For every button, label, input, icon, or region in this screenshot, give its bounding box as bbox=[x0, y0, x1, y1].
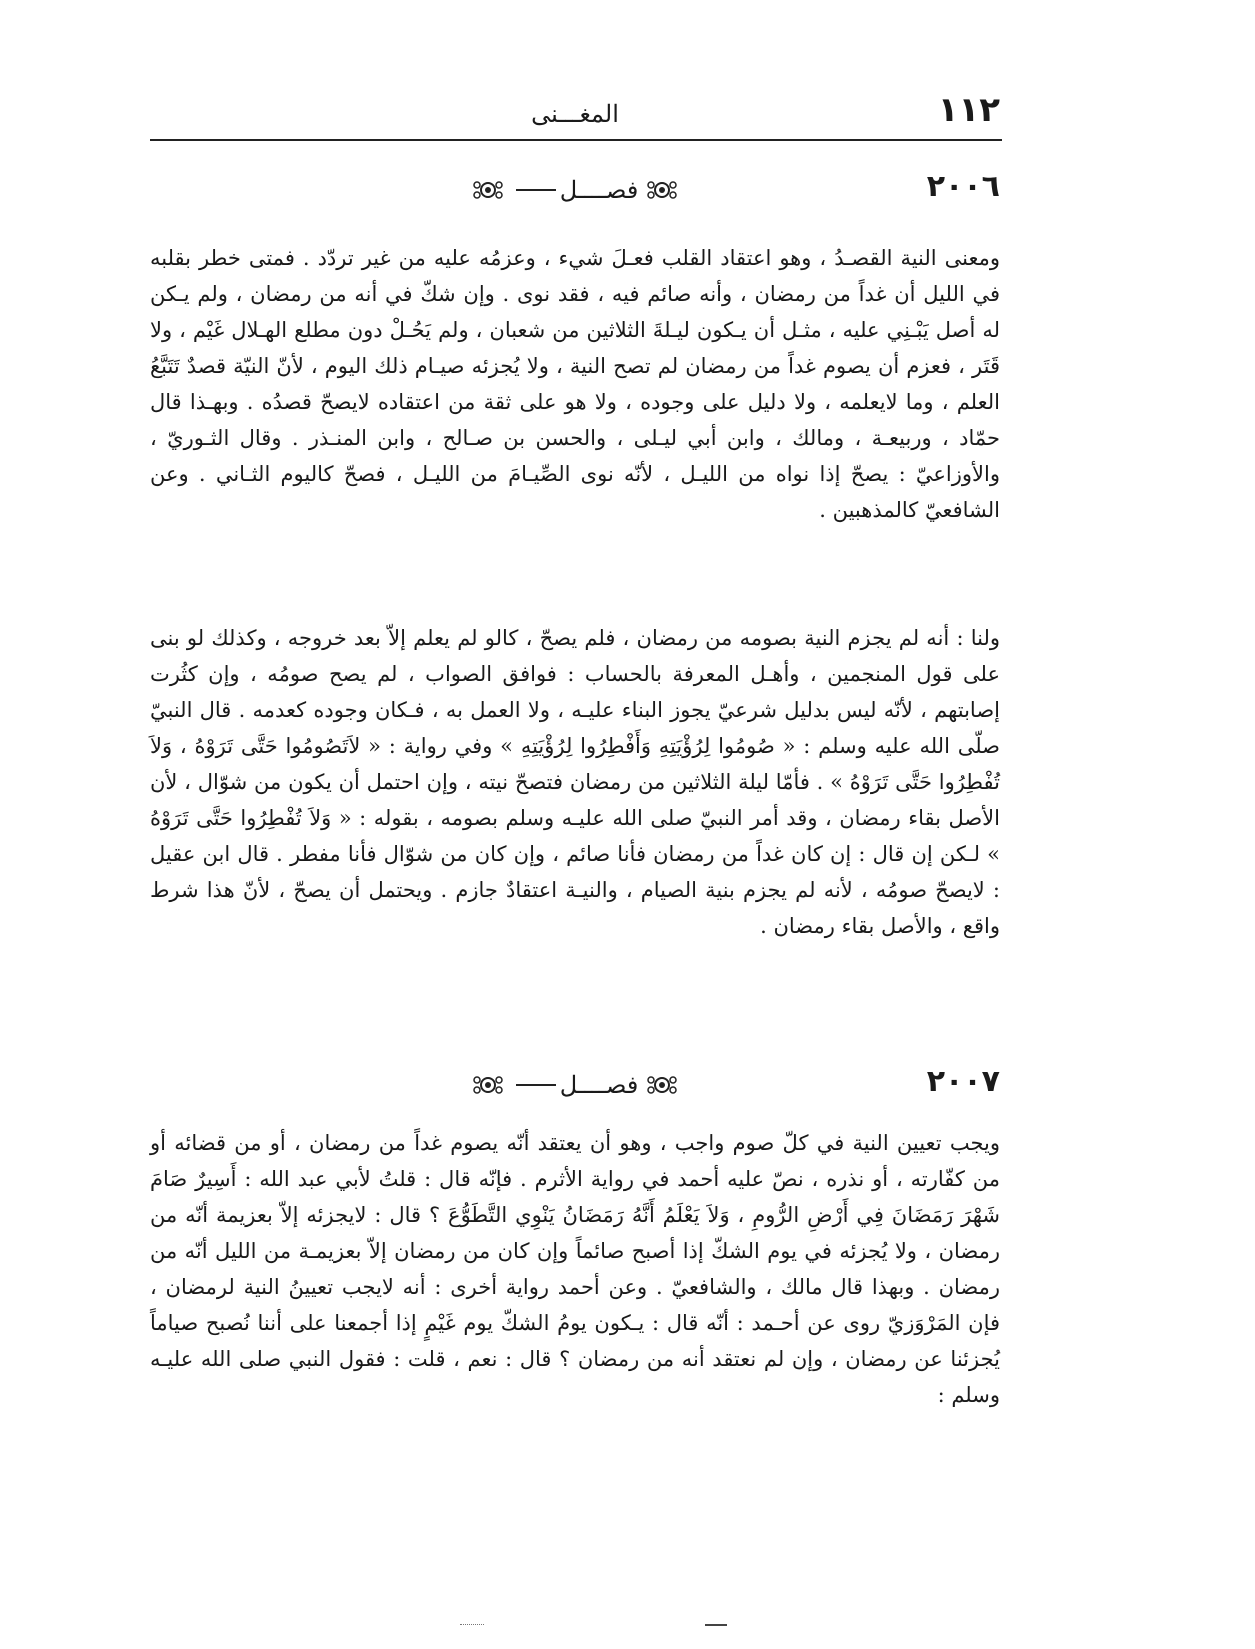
section-title-block bbox=[150, 165, 1000, 215]
section-heading bbox=[150, 165, 1000, 215]
title-line bbox=[516, 189, 556, 191]
floral-ornament-icon bbox=[470, 179, 506, 201]
section-number: ٢٠٠٧ bbox=[926, 1064, 1000, 1099]
section-title: فصــــل bbox=[559, 176, 639, 204]
floral-ornament-icon bbox=[644, 179, 680, 201]
page-header bbox=[150, 88, 1000, 138]
section-number: ٢٠٠٦ bbox=[926, 169, 1000, 204]
paragraph: ولنا : أنه لم يجزم النية بصومه من رمضان ، فلم يصحّ ، كالو لم يعلم إلاّ بعد خروجه ، وكذلك لو بنى على قول المنجمين ، وأهـل المعرفة بالحساب : فوافق الصواب ، لم يصح صومُه ، وإن كثُرت إصابتهم ، لأنّه ليس بدليل شرعيّ يجوز البناء عليـه ، ولا العمل به ، فـكان وجوده كعدمه . قال النبيّ صلّى الله عليه وسلم : « صُومُوا لِرُؤْيَتِهِ وَأَفْطِرُوا لِرُؤْيَتِهِ » وفي رواية : « لاَتَصُومُوا حَتَّى تَرَوْهُ ، وَلاَ تُفْطِرُوا حَتَّى تَرَوْهُ » . فأمّا ليلة الثلاثين من رمضان فتصحّ نيته ، وإن احتمل أن يكون من شوّال ، لأن الأصل بقاء رمضان ، وقد أمر النبيّ صلى الله عليـه وسلم بصومه ، بقوله : « وَلاَ تُفْطِرُوا حَتَّى تَرَوْهُ » لـكن إن قال : إن كان غداً من رمضان فأنا صائم ، وإن كان من شوّال فأنا مفطر . قال ابن عقيل : لايصحّ صومُه ، لأنه لم يجزم بنية الصيام ، والنيـة اعتقادٌ جازم . ويحتمل أن يصحّ ، لأنّ هذا شرط واقع ، والأصل بقاء رمضان . bbox=[150, 626, 1000, 938]
running-title: المغـــنى bbox=[531, 100, 619, 128]
page-number: ١١٢ bbox=[937, 90, 1000, 130]
floral-ornament-icon bbox=[644, 1074, 680, 1096]
section-title-block bbox=[150, 1060, 1000, 1110]
section-heading bbox=[150, 1060, 1000, 1110]
header-rule bbox=[150, 139, 1002, 141]
section-title: فصــــل bbox=[559, 1071, 639, 1099]
paragraph: ومعنى النية القصـدُ ، وهو اعتقاد القلب فعـلَ شيء ، وعزمُه عليه من غير تردّد . فمتى خطر بقلبه في الليل أن غداً من رمضان ، وأنه صائم فيه ، فقد نوى . وإن شكّ في أنه من رمضان ، ولم يـكن له أصل يَبْـنِي عليه ، مثـل أن يـكون ليـلةَ الثلاثين من شعبان ، ولم يَحُـلْ دون مطلع الهـلال غَيْم ، ولا قَتَر ، فعزم أن يصوم غداً من رمضان لم تصح النية ، ولا يُجزئه صيـام ذلك اليوم ، لأنّ النيّة قصدٌ تَتَبَّعُ العلم ، وما لايعلمه ، ولا دليل على وجوده ، ولا هو على ثقة من اعتقاده لايصحّ قصدُه . وبهـذا قال حمّاد ، وربيعـة ، ومالك ، وابن أبي ليـلى ، والحسن بن صـالح ، وابن المنـذر . وقال الثـوريّ ، والأوزاعيّ : يصحّ إذا نواه من الليـل ، لأنّه نوى الصِّيـامَ من الليـل ، فصحّ كاليوم الثـاني . وعن الشافعيّ كالمذهبين . bbox=[150, 246, 1000, 522]
footer-dots bbox=[460, 1624, 484, 1625]
title-line bbox=[516, 1084, 556, 1086]
footer-marks bbox=[440, 1620, 780, 1630]
floral-ornament-icon bbox=[470, 1074, 506, 1096]
paragraph: ويجب تعيين النية في كلّ صوم واجب ، وهو أن يعتقد أنّه يصوم غداً من رمضان ، أو من قضائه أو من كفّارته ، أو نذره ، نصّ عليه أحمد في رواية الأثرم . فإنّه قال : قلتُ لأبي عبد الله : أَسِيرٌ صَامَ شَهْرَ رَمَضَانَ فِي أَرْضِ الرُّومِ ، وَلاَ يَعْلَمُ أَنَّهُ رَمَضَانُ يَنْوِي التَّطَوُّعَ ؟ قال : لايجزئه إلاّ بعزيمة أنّه من رمضان ، ولا يُجزئه في يوم الشكّ إذا أصبح صائماً وإن كان من رمضان إلاّ بعزيمـة من الليل أنّه من رمضان . وبهذا قال مالك ، والشافعيّ . وعن أحمد رواية أخرى : أنه لايجب تعيينُ النية لرمضان ، فإن المَرْوَزيّ روى عن أحـمد : أنّه قال : يـكون يومُ الشكّ يوم غَيْمٍ إذا أجمعنا على أننا نُصبح صياماً يُجزئنا عن رمضان ، وإن لم نعتقد أنه من رمضان ؟ قال : نعم ، قلت : فقول النبي صلى الله عليـه وسلم : bbox=[150, 1131, 1000, 1407]
footer-dash bbox=[705, 1624, 727, 1626]
